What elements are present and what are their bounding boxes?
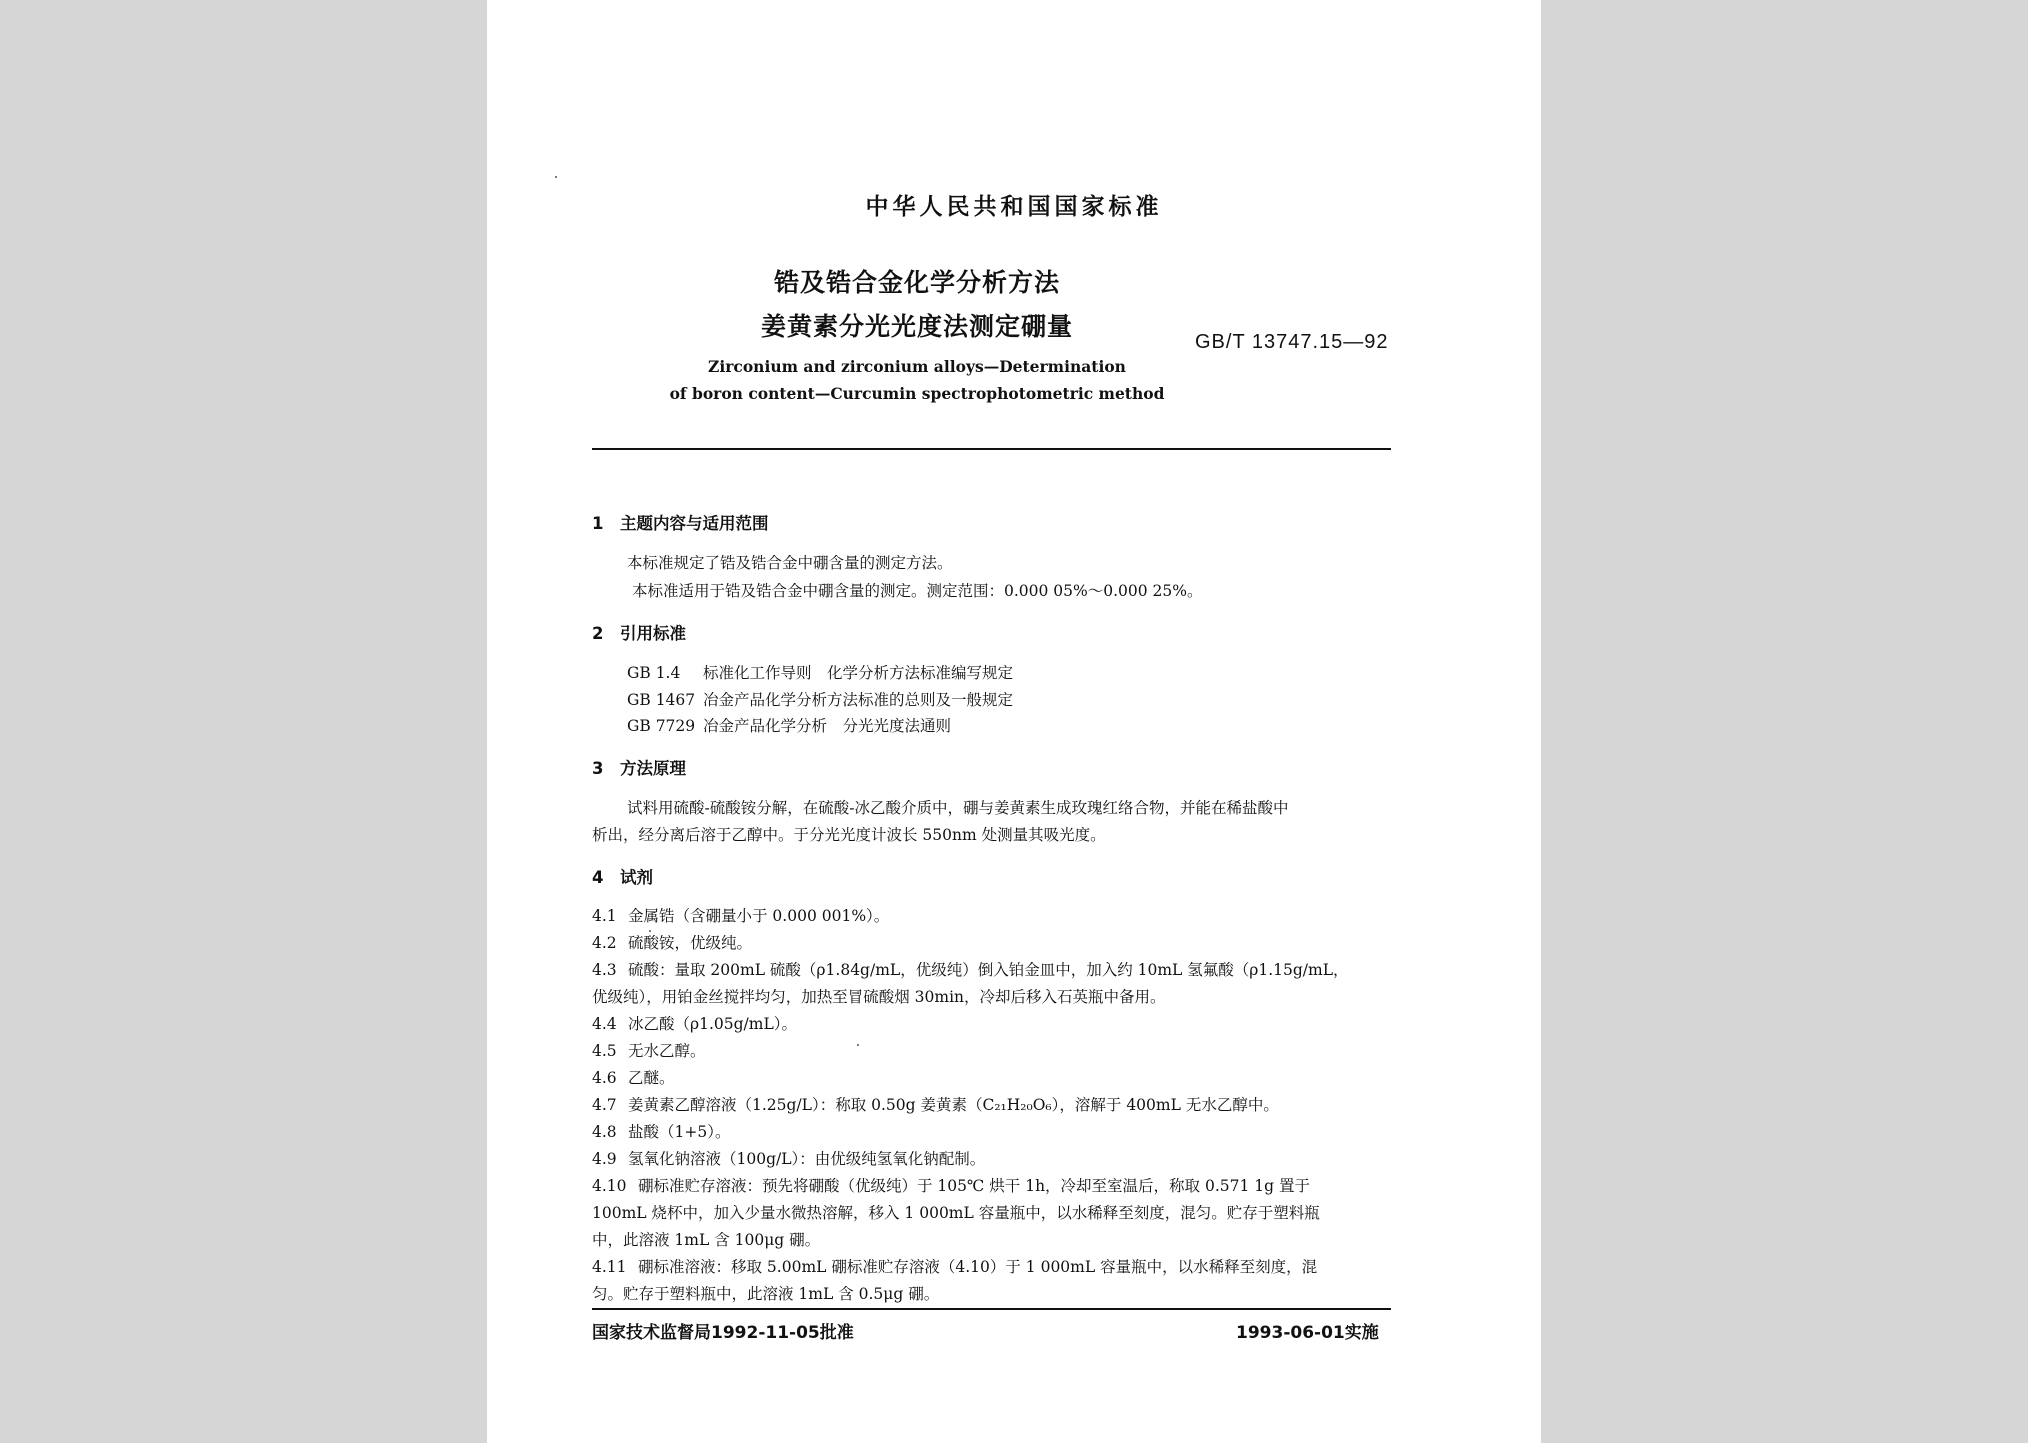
reference-item [627, 661, 1013, 683]
header-divider [592, 448, 1391, 450]
item-text: 硫酸：量取 200mL 硫酸（ρ1.84g/mL，优级纯）倒入铂金皿中，加入约 10mL 氢氟酸（ρ1.15g/mL， [628, 961, 1349, 979]
item-text: 金属锆（含硼量小于 0.000 001%）。 [628, 907, 890, 925]
scan-speck [649, 930, 651, 932]
item-text: 盐酸（1+5）。 [628, 1123, 731, 1141]
reference-code: GB 1.4 [627, 664, 681, 682]
section-number: 1 [592, 514, 604, 533]
item-number: 4.11 [592, 1258, 627, 1276]
reagent-item [592, 931, 752, 953]
reagent-item [592, 1093, 1279, 1115]
section-1-heading [592, 510, 769, 534]
section-number: 4 [592, 868, 604, 887]
section-number: 2 [592, 624, 604, 643]
standard-code: GB/T 13747.15—92 [1195, 331, 1389, 353]
scan-speck [555, 176, 557, 178]
item-number: 4.1 [592, 907, 617, 925]
item-number: 4.9 [592, 1150, 617, 1168]
section-title: 引用标准 [620, 624, 686, 643]
item-continuation: 中，此溶液 1mL 含 100μg 硼。 [592, 1231, 821, 1249]
item-text: 乙醚。 [628, 1069, 675, 1087]
reference-item [627, 688, 1013, 710]
reagent-item [592, 904, 889, 926]
item-text: 硼标准贮存溶液：预先将硼酸（优级纯）于 105℃ 烘干 1h，冷却至室温后，称取 0.571 1g 置于 [638, 1177, 1310, 1195]
footer-divider [592, 1308, 1391, 1310]
item-number: 4.7 [592, 1096, 617, 1114]
paragraph-continuation: 析出，经分离后溶于乙醇中。于分光光度计波长 550nm 处测量其吸光度。 [592, 826, 1106, 844]
reagent-item [592, 1174, 1310, 1196]
item-number: 4.10 [592, 1177, 627, 1195]
item-text: 姜黄素乙醇溶液（1.25g/L）：称取 0.50g 姜黄素（C₂₁H₂₀O₆），溶解于 400mL 无水乙醇中。 [628, 1096, 1279, 1114]
paragraph: 本标准规定了锆及锆合金中硼含量的测定方法。 [627, 554, 953, 572]
paragraph: 试料用硫酸-硫酸铵分解，在硫酸-冰乙酸介质中，硼与姜黄素生成玫瑰红络合物，并能在稀盐酸中 [627, 799, 1289, 817]
english-title-line-1: Zirconium and zirconium alloys—Determination [708, 357, 1126, 376]
title-line-2: 姜黄素分光光度法测定硼量 [760, 312, 1073, 341]
reagent-item [592, 1255, 1317, 1277]
reference-text: 冶金产品化学分析 分光光度法通则 [703, 717, 952, 735]
item-number: 4.2 [592, 934, 617, 952]
document-page [487, 0, 1541, 1443]
section-number: 3 [592, 759, 604, 778]
reagent-item [592, 1039, 706, 1061]
section-4-heading [592, 864, 653, 888]
item-text: 冰乙酸（ρ1.05g/mL）。 [628, 1015, 798, 1033]
reference-text: 冶金产品化学分析方法标准的总则及一般规定 [703, 691, 1014, 709]
section-title: 主题内容与适用范围 [620, 514, 769, 533]
item-number: 4.5 [592, 1042, 617, 1060]
item-text: 硫酸铵，优级纯。 [628, 934, 753, 952]
reference-code: GB 7729 [627, 717, 696, 735]
reagent-item [592, 1147, 985, 1169]
title-line-1: 锆及锆合金化学分析方法 [773, 268, 1060, 297]
item-number: 4.6 [592, 1069, 617, 1087]
english-title-line-2: of boron content—Curcumin spectrophotometric method [669, 384, 1165, 403]
item-number: 4.4 [592, 1015, 617, 1033]
section-2-heading [592, 620, 686, 644]
approval-date: 国家技术监督局1992-11-05批准 [592, 1323, 854, 1343]
item-text: 氢氧化钠溶液（100g/L）：由优级纯氢氧化钠配制。 [628, 1150, 986, 1168]
item-continuation: 优级纯），用铂金丝搅拌均匀，加热至冒硫酸烟 30min，冷却后移入石英瓶中备用。 [592, 988, 1166, 1006]
reference-code: GB 1467 [627, 691, 696, 709]
reagent-item [592, 1066, 675, 1088]
item-continuation: 匀。贮存于塑料瓶中，此溶液 1mL 含 0.5μg 硼。 [592, 1285, 940, 1303]
reference-text: 标准化工作导则 化学分析方法标准编写规定 [703, 664, 1014, 682]
section-title: 试剂 [620, 868, 653, 887]
item-continuation: 100mL 烧杯中，加入少量水微热溶解，移入 1 000mL 容量瓶中，以水稀释至刻度，混匀。贮存于塑料瓶 [592, 1204, 1320, 1222]
item-number: 4.3 [592, 961, 617, 979]
effective-date: 1993-06-01实施 [1236, 1323, 1379, 1343]
reference-item [627, 714, 951, 736]
item-text: 硼标准溶液：移取 5.00mL 硼标准贮存溶液（4.10）于 1 000mL 容量瓶中，以水稀释至刻度，混 [638, 1258, 1318, 1276]
item-number: 4.8 [592, 1123, 617, 1141]
national-standard-heading: 中华人民共和国国家标准 [865, 194, 1163, 220]
section-title: 方法原理 [620, 759, 686, 778]
scan-speck [857, 1044, 859, 1046]
paragraph: 本标准适用于锆及锆合金中硼含量的测定。测定范围：0.000 05%～0.000 25%。 [632, 582, 1203, 600]
reagent-item [592, 958, 1349, 980]
reagent-item [592, 1012, 797, 1034]
reagent-item [592, 1120, 730, 1142]
section-3-heading [592, 755, 686, 779]
item-text: 无水乙醇。 [628, 1042, 706, 1060]
